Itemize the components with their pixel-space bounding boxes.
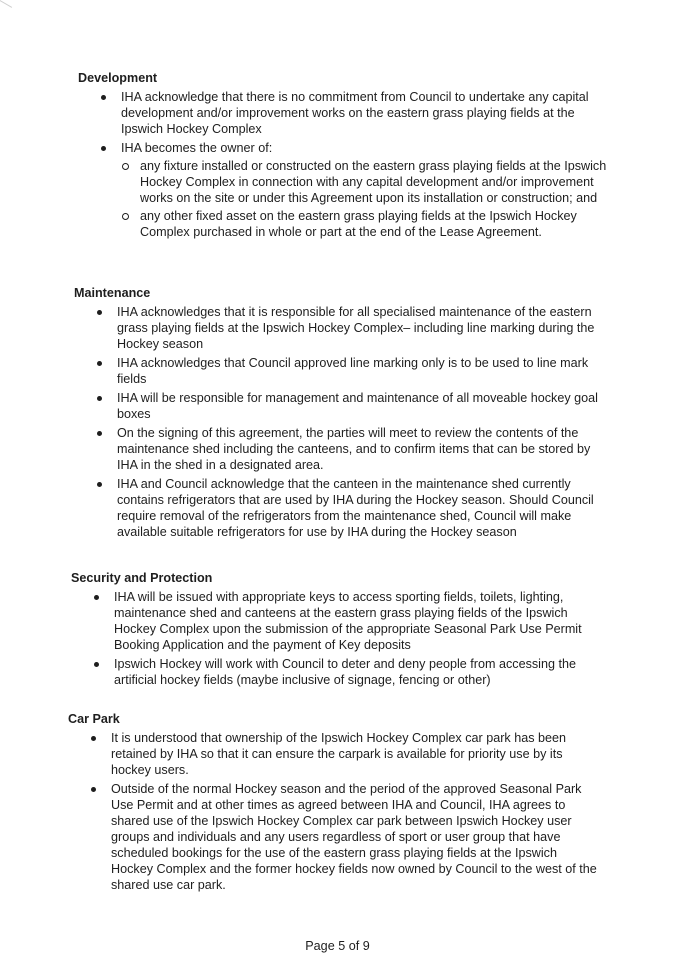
bullet-item: IHA will be issued with appropriate keys to access sporting fields, toilets, lighting, maintenance shed and canteens at the eastern grass playing fields of the Ipswich Hockey Complex upon the submission of the appropriate Seasonal Park Use Permit Booking Application and the payment of Key deposits — [91, 589, 605, 653]
bullet-item: IHA becomes the owner of: any fixture installed or constructed on the eastern grass playing fields at the Ipswich Hockey Complex in connection with any capital development and/or improvement works on the site or under this Agreement upon its installation or construction; and any other fixed asset on the eastern grass playing fields at the Ipswich Hockey Complex purchased in whole or part at the end of the Lease Agreement. — [98, 140, 598, 240]
bullet-list — [94, 304, 606, 540]
bullet-item: IHA acknowledge that there is no commitment from Council to undertake any capital development and/or improvement works on the eastern grass playing fields at the Ipswich Hockey Complex — [98, 89, 598, 137]
sub-bullet-list — [121, 158, 609, 240]
section-development — [0, 70, 675, 240]
sub-bullet-item: any fixture installed or constructed on the eastern grass playing fields at the Ipswich Hockey Complex in connection with any capital development and/or improvement works on the site or under this Agreement upon its installation or construction; and — [121, 158, 609, 206]
bullet-list — [98, 89, 607, 240]
bullet-list — [88, 730, 602, 893]
bullet-item: On the signing of this agreement, the parties will meet to review the contents of the maintenance shed including the canteens, and to confirm items that can be stored by IHA in the shed in a designated area. — [94, 425, 606, 473]
bullet-item: IHA will be responsible for management and maintenance of all moveable hockey goal boxes — [94, 390, 606, 422]
section-heading: Car Park — [68, 712, 120, 726]
page-number: Page 5 of 9 — [305, 939, 370, 953]
bullet-list — [91, 589, 605, 688]
bullet-item: IHA acknowledges that Council approved line marking only is to be used to line mark fields — [94, 355, 606, 387]
bullet-item: IHA and Council acknowledge that the canteen in the maintenance shed currently contains refrigerators that are used by IHA during the Hockey season. Should Council require removal of the refrigerators from the maintenance shed, Council will make available suitable refrigerators for use by IHA during the Hockey season — [94, 476, 606, 540]
bullet-item: It is understood that ownership of the Ipswich Hockey Complex car park has been retained by IHA so that it can ensure the carpark is available for priority use by its hockey users. — [88, 730, 602, 778]
sub-bullet-item: any other fixed asset on the eastern grass playing fields at the Ipswich Hockey Complex purchased in whole or part at the end of the Lease Agreement. — [121, 208, 609, 240]
section-heading: Development — [78, 71, 158, 85]
section-car-park — [0, 711, 675, 893]
section-maintenance — [0, 285, 675, 540]
section-heading: Security and Protection — [71, 571, 213, 585]
scan-edge-mark — [0, 0, 12, 20]
section-heading: Maintenance — [74, 286, 151, 300]
bullet-item: Outside of the normal Hockey season and the period of the approved Seasonal Park Use Permit and at other times as agreed between IHA and Council, IHA agrees to shared use of the Ipswich Hockey Complex car park between Ipswich Hockey user groups and individuals and any users regardless of sport or user group that have scheduled bookings for the use of the eastern grass playing fields at the Ipswich Hockey Complex and the former hockey fields now owned by Council to the west of the shared use car park. — [88, 781, 602, 893]
section-security-protection — [0, 570, 675, 688]
bullet-item: Ipswich Hockey will work with Council to deter and deny people from accessing the artificial hockey fields (maybe inclusive of signage, fencing or other) — [91, 656, 605, 688]
bullet-item: IHA acknowledges that it is responsible for all specialised maintenance of the eastern grass playing fields at the Ipswich Hockey Complex– including line marking during the Hockey season — [94, 304, 606, 352]
